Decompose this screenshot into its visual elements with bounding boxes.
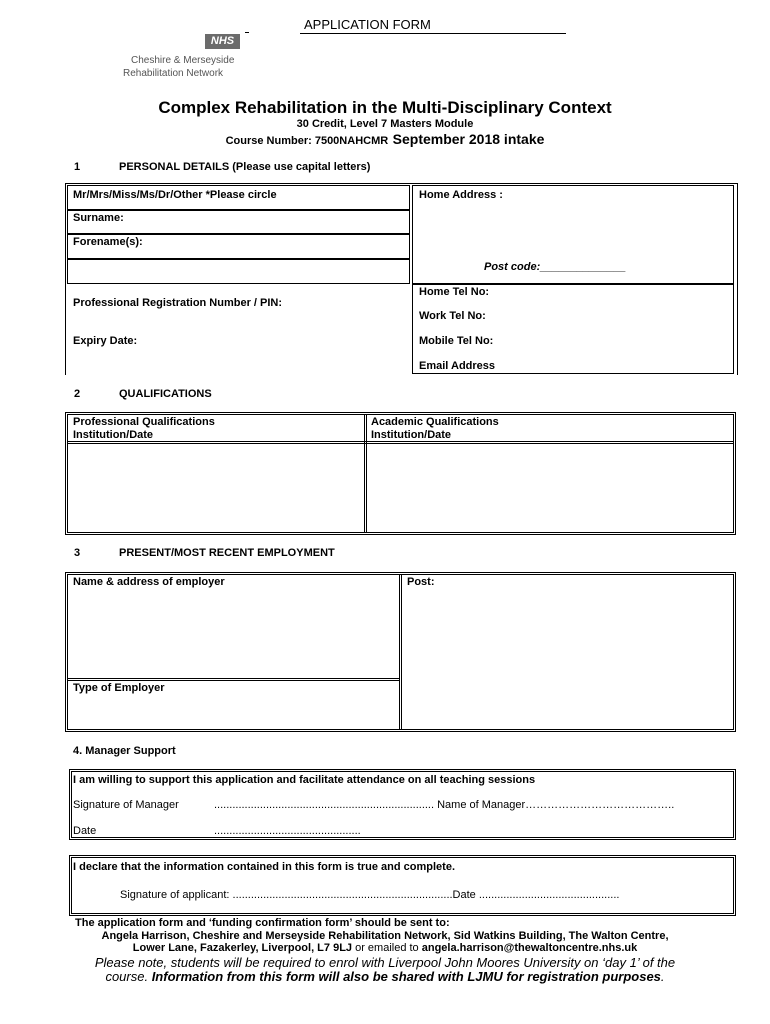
header-tick bbox=[245, 32, 249, 33]
section4-heading: 4. Manager Support bbox=[73, 745, 176, 757]
employer-input[interactable] bbox=[68, 590, 398, 676]
page-title: Complex Rehabilitation in the Multi-Disciplinary Context bbox=[158, 98, 612, 117]
employer-type-label: Type of Employer bbox=[73, 682, 165, 694]
qual-header-rule bbox=[68, 441, 733, 444]
employment-row-rule bbox=[68, 678, 399, 681]
home-address-label: Home Address : bbox=[419, 189, 503, 201]
footer-note-line2: course. Information from this form will also be shared with LJMU for registration purposes. bbox=[105, 969, 665, 984]
qual-column-rule bbox=[364, 415, 367, 532]
acad-qual-input[interactable] bbox=[368, 445, 733, 532]
employment-column-rule bbox=[399, 575, 402, 729]
work-tel-label: Work Tel No: bbox=[419, 310, 486, 322]
logo-text-line2: Rehabilitation Network bbox=[123, 68, 224, 79]
acad-qual-subheading: Institution/Date bbox=[371, 429, 452, 441]
section2-number: 2 bbox=[74, 388, 81, 400]
pin-label: Professional Registration Number / PIN: bbox=[73, 297, 283, 309]
subtitle: 30 Credit, Level 7 Masters Module bbox=[296, 118, 474, 130]
manager-date-label: Date bbox=[73, 825, 97, 837]
section1-heading: PERSONAL DETAILS (Please use capital letters) bbox=[119, 161, 371, 173]
course-number: Course Number: 7500NAHCMR September 2018 intake bbox=[225, 131, 545, 147]
post-input[interactable] bbox=[403, 590, 733, 728]
footer-line2: Angela Harrison, Cheshire and Merseyside Rehabilitation Network, Sid Watkins Building, The Walton Centre, bbox=[101, 930, 669, 942]
contact-email-link[interactable]: angela.harrison@thewaltoncentre.nhs.uk bbox=[421, 942, 638, 954]
postcode-label: Post code:______________ bbox=[484, 261, 626, 273]
manager-signature-label: Signature of Manager bbox=[73, 799, 179, 811]
manager-statement: I am willing to support this application and facilitate attendance on all teaching sessions bbox=[73, 774, 536, 786]
manager-signature-line[interactable]: ........................................................................ Name of Manager………………………………….. bbox=[214, 799, 675, 811]
blank-name-box[interactable] bbox=[67, 259, 410, 284]
employer-label: Name & address of employer bbox=[73, 576, 225, 588]
email-label: Email Address bbox=[419, 360, 496, 372]
nhs-logo: NHS bbox=[205, 34, 240, 49]
home-tel-label: Home Tel No: bbox=[419, 286, 490, 298]
prof-qual-input[interactable] bbox=[68, 445, 363, 532]
contact-box-bottom bbox=[412, 373, 734, 374]
post-label: Post: bbox=[407, 576, 435, 588]
logo-text-line1: Cheshire & Merseyside bbox=[131, 55, 235, 66]
footer-line1: The application form and ‘funding confirmation form’ should be sent to: bbox=[75, 917, 450, 929]
section1-number: 1 bbox=[74, 161, 81, 173]
acad-qual-heading: Academic Qualifications bbox=[371, 416, 499, 428]
declaration-statement: I declare that the information contained in this form is true and complete. bbox=[73, 861, 455, 873]
footer-line3: Lower Lane, Fazakerley, Liverpool, L7 9LJ or emailed to angela.harrison@thewaltoncentre.nhs.uk bbox=[132, 942, 638, 954]
expiry-label: Expiry Date: bbox=[73, 335, 138, 347]
prof-qual-subheading: Institution/Date bbox=[73, 429, 154, 441]
applicant-signature-line[interactable]: Signature of applicant: ........................................................................Date .............................................. bbox=[120, 889, 620, 901]
manager-date-line[interactable]: ................................................ bbox=[214, 825, 361, 837]
prof-qual-heading: Professional Qualifications bbox=[73, 416, 215, 428]
section3-number: 3 bbox=[74, 547, 81, 559]
section2-heading: QUALIFICATIONS bbox=[119, 388, 212, 400]
title-field-label: Mr/Mrs/Miss/Ms/Dr/Other *Please circle bbox=[73, 189, 277, 201]
section3-heading: PRESENT/MOST RECENT EMPLOYMENT bbox=[119, 547, 335, 559]
footer-note-line1: Please note, students will be required to enrol with Liverpool John Moores University on ‘day 1’ of the bbox=[94, 955, 676, 970]
employer-type-input[interactable] bbox=[68, 696, 398, 728]
mobile-tel-label: Mobile Tel No: bbox=[419, 335, 494, 347]
form-label: APPLICATION FORM bbox=[300, 17, 566, 34]
forenames-label: Forename(s): bbox=[73, 236, 143, 248]
surname-label: Surname: bbox=[73, 212, 124, 224]
